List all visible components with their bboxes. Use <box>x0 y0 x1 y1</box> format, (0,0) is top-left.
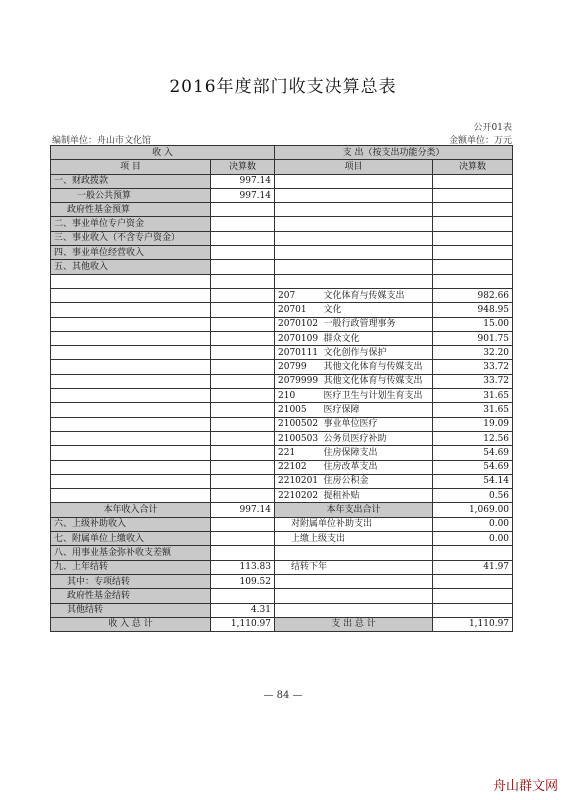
income-item-cell: 一般公共预算 <box>51 188 211 202</box>
income-item-cell: 四、事业单位经营收入 <box>51 246 211 260</box>
expense-code-cell: 2079999 <box>275 374 321 388</box>
income-item-cell <box>51 346 211 360</box>
table-row <box>51 188 513 202</box>
expense-name-cell: 住房公积金 <box>321 474 433 488</box>
expense-code-cell: 22102 <box>275 460 321 474</box>
income-amount-header: 决算数 <box>211 160 275 174</box>
income-amount-cell <box>211 346 275 360</box>
income-item-cell <box>51 317 211 331</box>
expense-name-cell <box>321 260 433 274</box>
table-row <box>51 231 513 245</box>
table-row <box>51 431 513 445</box>
expense-name-cell: 住房改革支出 <box>321 460 433 474</box>
expense-amount-cell: 901.75 <box>433 331 513 345</box>
total-income-label: 收 入 总 计 <box>51 617 211 631</box>
income-group-header: 收 入 <box>51 146 275 160</box>
total-expense-value: 41.97 <box>433 560 513 574</box>
expense-name-cell <box>321 217 433 231</box>
expense-name-cell: 医疗保障 <box>321 403 433 417</box>
total-row <box>51 589 513 603</box>
expense-amount-cell <box>433 274 513 288</box>
expense-amount-cell <box>433 174 513 188</box>
expense-code-cell: 207 <box>275 288 321 302</box>
total-income-value: 113.83 <box>211 560 275 574</box>
income-item-cell <box>51 446 211 460</box>
expense-name-cell: 一般行政管理事务 <box>321 317 433 331</box>
income-amount-cell <box>211 217 275 231</box>
expense-code-cell: 2070109 <box>275 331 321 345</box>
income-amount-cell <box>211 474 275 488</box>
total-expense-value: 0.00 <box>433 517 513 531</box>
table-row <box>51 274 513 288</box>
expense-amount-cell <box>433 203 513 217</box>
income-amount-cell <box>211 446 275 460</box>
total-row <box>51 503 513 517</box>
income-item-cell <box>51 489 211 503</box>
expense-code-cell <box>275 231 321 245</box>
table-row <box>51 389 513 403</box>
org-label: 编制单位：舟山市文化馆 <box>52 136 152 146</box>
table-row <box>51 174 513 188</box>
page-title: 2016年度部门收支决算总表 <box>169 77 397 97</box>
expense-amount-cell: 33.72 <box>433 374 513 388</box>
total-expense-value: 1,069.00 <box>433 503 513 517</box>
expense-code-cell <box>275 217 321 231</box>
table-row <box>51 403 513 417</box>
total-income-label: 八、用事业基金弥补收支差额 <box>51 546 211 560</box>
total-expense-value: 0.00 <box>433 532 513 546</box>
expense-code-cell: 21005 <box>275 403 321 417</box>
total-income-value: 4.31 <box>211 603 275 617</box>
expense-name-cell: 其他文化体育与传媒支出 <box>321 360 433 374</box>
income-item-cell <box>51 360 211 374</box>
total-income-label: 本年收入合计 <box>51 503 211 517</box>
expense-amount-cell <box>433 217 513 231</box>
income-item-cell <box>51 460 211 474</box>
expense-amount-cell: 0.56 <box>433 489 513 503</box>
expense-amount-cell: 31.65 <box>433 389 513 403</box>
expense-code-cell <box>275 246 321 260</box>
expense-item-header: 项目 <box>275 160 433 174</box>
income-amount-cell <box>211 317 275 331</box>
expense-code-cell: 2210202 <box>275 489 321 503</box>
income-amount-cell <box>211 389 275 403</box>
total-income-value <box>211 517 275 531</box>
table-row <box>51 203 513 217</box>
expense-code-cell: 221 <box>275 446 321 460</box>
income-amount-cell <box>211 417 275 431</box>
expense-name-cell <box>321 188 433 202</box>
total-expense-value: 1,110.97 <box>433 617 513 631</box>
table-row <box>51 246 513 260</box>
total-expense-value <box>433 574 513 588</box>
income-amount-cell <box>211 231 275 245</box>
table-row <box>51 346 513 360</box>
total-row <box>51 617 513 631</box>
total-expense-value <box>433 603 513 617</box>
income-amount-cell <box>211 260 275 274</box>
expense-code-cell: 210 <box>275 389 321 403</box>
table-row <box>51 460 513 474</box>
expense-name-cell: 事业单位医疗 <box>321 417 433 431</box>
total-expense-label <box>275 603 433 617</box>
income-item-cell <box>51 417 211 431</box>
expense-amount-cell: 54.69 <box>433 446 513 460</box>
expense-amount-cell <box>433 188 513 202</box>
total-row <box>51 546 513 560</box>
expense-code-cell <box>275 188 321 202</box>
total-expense-label <box>275 589 433 603</box>
table-row <box>51 288 513 302</box>
expense-amount-cell: 54.69 <box>433 460 513 474</box>
income-item-cell: 政府性基金预算 <box>51 203 211 217</box>
expense-name-cell: 医疗卫生与计划生育支出 <box>321 389 433 403</box>
expense-code-cell <box>275 260 321 274</box>
income-amount-cell <box>211 460 275 474</box>
income-amount-cell: 997.14 <box>211 174 275 188</box>
expense-code-cell <box>275 203 321 217</box>
expense-amount-cell <box>433 231 513 245</box>
income-item-header: 项 目 <box>51 160 211 174</box>
income-item-cell: 三、事业收入（不含专户资金） <box>51 231 211 245</box>
expense-name-cell: 文化 <box>321 303 433 317</box>
watermark: 舟山群文网 <box>492 779 558 794</box>
income-item-cell: 一、财政拨款 <box>51 174 211 188</box>
expense-name-cell <box>321 203 433 217</box>
income-item-cell <box>51 374 211 388</box>
form-number: 公开01表 <box>473 123 512 133</box>
income-item-cell <box>51 303 211 317</box>
total-income-value: 1,110.97 <box>211 617 275 631</box>
expense-name-cell: 住房保障支出 <box>321 446 433 460</box>
expense-name-cell: 提租补贴 <box>321 489 433 503</box>
total-expense-value <box>433 589 513 603</box>
table-row <box>51 217 513 231</box>
total-row <box>51 517 513 531</box>
expense-name-cell: 文化创作与保护 <box>321 346 433 360</box>
total-row <box>51 560 513 574</box>
income-amount-cell <box>211 246 275 260</box>
total-income-label: 政府性基金结转 <box>51 589 211 603</box>
table-row <box>51 317 513 331</box>
expense-amount-cell: 19.09 <box>433 417 513 431</box>
expense-name-cell: 其他文化体育与传媒支出 <box>321 374 433 388</box>
income-item-cell <box>51 288 211 302</box>
income-item-cell <box>51 431 211 445</box>
income-item-cell <box>51 403 211 417</box>
total-expense-label: 支 出 总 计 <box>275 617 433 631</box>
income-amount-cell <box>211 274 275 288</box>
income-amount-cell: 997.14 <box>211 188 275 202</box>
expense-code-cell: 20799 <box>275 360 321 374</box>
income-item-cell: 二、事业单位专户资金 <box>51 217 211 231</box>
expense-name-cell: 群众文化 <box>321 331 433 345</box>
expense-amount-cell: 948.95 <box>433 303 513 317</box>
page-number: — 84 — <box>263 690 303 701</box>
total-row <box>51 603 513 617</box>
total-income-value <box>211 546 275 560</box>
total-expense-label: 上缴上级支出 <box>275 532 433 546</box>
income-item-cell <box>51 389 211 403</box>
total-income-value <box>211 589 275 603</box>
budget-table <box>50 145 513 632</box>
total-income-value <box>211 532 275 546</box>
table-row <box>51 331 513 345</box>
expense-amount-cell: 32.20 <box>433 346 513 360</box>
income-amount-cell <box>211 360 275 374</box>
income-amount-cell <box>211 331 275 345</box>
table-row <box>51 474 513 488</box>
total-row <box>51 532 513 546</box>
income-amount-cell <box>211 203 275 217</box>
total-expense-label <box>275 574 433 588</box>
expense-code-cell: 2070102 <box>275 317 321 331</box>
expense-name-cell <box>321 246 433 260</box>
income-amount-cell <box>211 288 275 302</box>
expense-code-cell: 2070111 <box>275 346 321 360</box>
income-amount-cell <box>211 303 275 317</box>
expense-name-cell: 文化体育与传媒支出 <box>321 288 433 302</box>
expense-code-cell <box>275 274 321 288</box>
income-amount-cell <box>211 403 275 417</box>
table-row <box>51 417 513 431</box>
expense-code-cell: 20701 <box>275 303 321 317</box>
total-income-label: 九、上年结转 <box>51 560 211 574</box>
expense-name-cell <box>321 231 433 245</box>
table-row <box>51 374 513 388</box>
expense-code-cell: 2100502 <box>275 417 321 431</box>
table-row <box>51 446 513 460</box>
expense-name-cell <box>321 274 433 288</box>
expense-code-cell <box>275 174 321 188</box>
expense-amount-cell: 982.66 <box>433 288 513 302</box>
expense-amount-cell: 54.14 <box>433 474 513 488</box>
total-expense-label: 对附属单位补助支出 <box>275 517 433 531</box>
table-row <box>51 260 513 274</box>
income-amount-cell <box>211 489 275 503</box>
expense-amount-cell: 12.56 <box>433 431 513 445</box>
expense-amount-cell <box>433 246 513 260</box>
expense-amount-header: 决算数 <box>433 160 513 174</box>
income-item-cell <box>51 474 211 488</box>
total-income-label: 其他结转 <box>51 603 211 617</box>
expense-group-header: 支 出（按支出功能分类） <box>275 146 513 160</box>
expense-code-cell: 2100503 <box>275 431 321 445</box>
expense-name-cell: 公务员医疗补助 <box>321 431 433 445</box>
table-row <box>51 303 513 317</box>
total-expense-label: 结转下年 <box>275 560 433 574</box>
expense-amount-cell: 31.65 <box>433 403 513 417</box>
income-amount-cell <box>211 374 275 388</box>
expense-amount-cell <box>433 260 513 274</box>
table-row <box>51 489 513 503</box>
total-income-label: 六、上级补助收入 <box>51 517 211 531</box>
income-item-cell <box>51 274 211 288</box>
expense-code-cell: 2210201 <box>275 474 321 488</box>
expense-name-cell <box>321 174 433 188</box>
expense-amount-cell: 15.00 <box>433 317 513 331</box>
income-item-cell <box>51 331 211 345</box>
table-row <box>51 360 513 374</box>
total-expense-label: 本年支出合计 <box>275 503 433 517</box>
expense-amount-cell: 33.72 <box>433 360 513 374</box>
income-amount-cell <box>211 431 275 445</box>
total-income-value: 997.14 <box>211 503 275 517</box>
income-item-cell: 五、其他收入 <box>51 260 211 274</box>
unit-label: 金额单位：万元 <box>448 136 512 146</box>
total-expense-label <box>275 546 433 560</box>
total-income-label: 其中：专项结转 <box>51 574 211 588</box>
total-expense-value <box>433 546 513 560</box>
total-row <box>51 574 513 588</box>
total-income-label: 七、附属单位上缴收入 <box>51 532 211 546</box>
total-income-value: 109.52 <box>211 574 275 588</box>
